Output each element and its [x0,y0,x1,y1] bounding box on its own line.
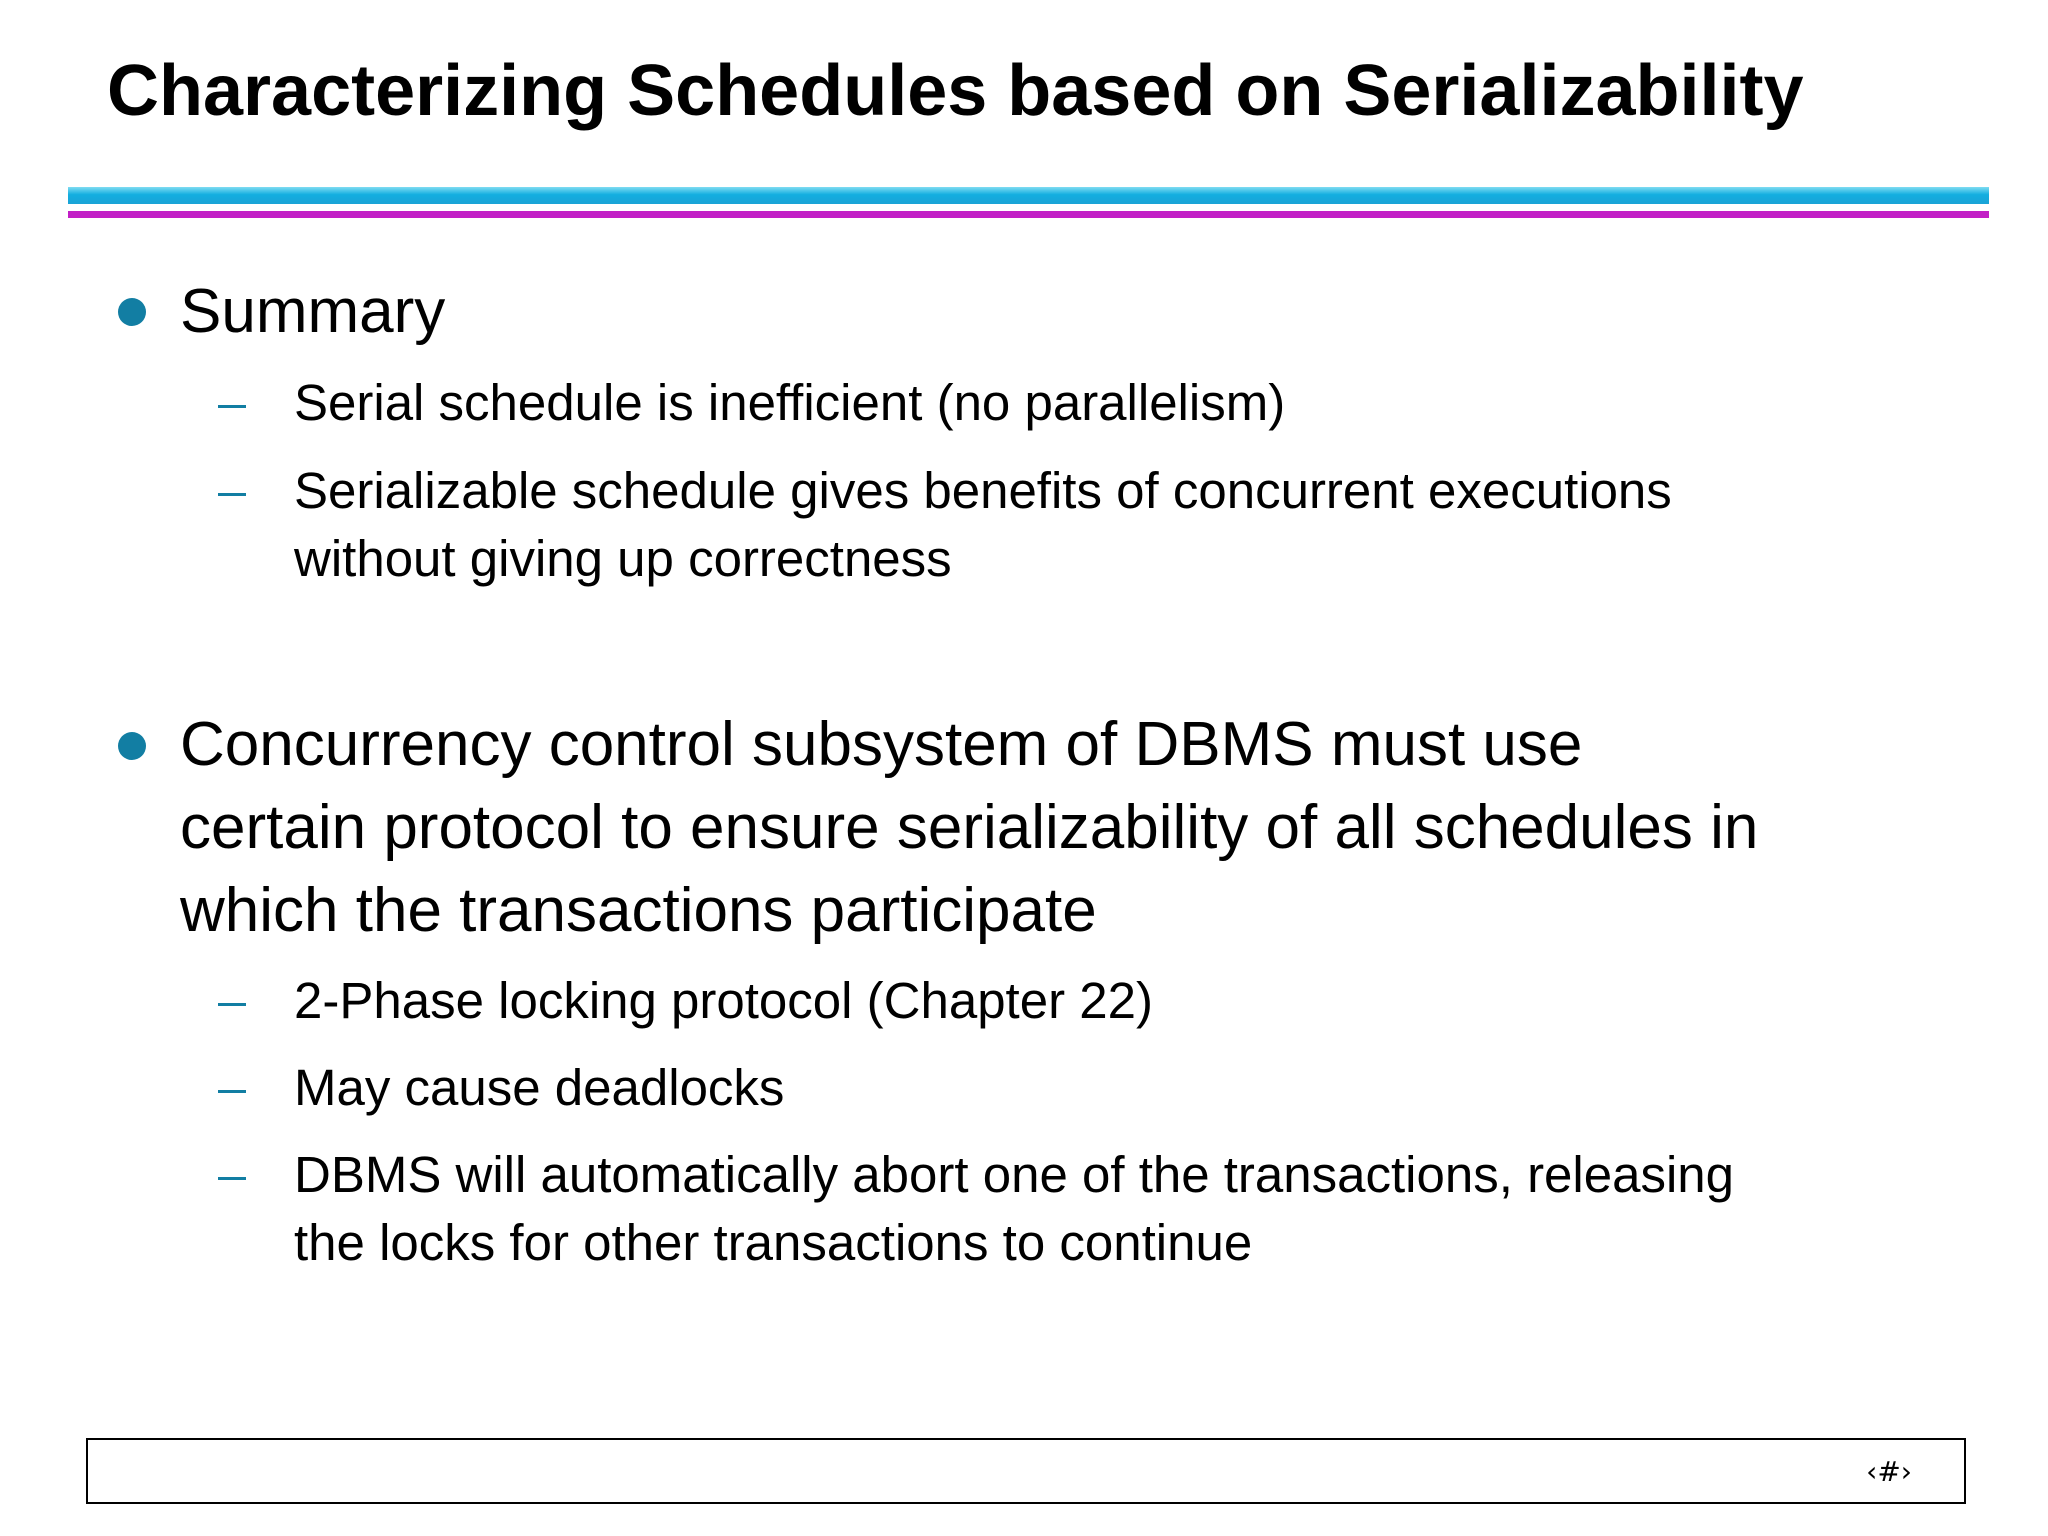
bullet-concurrency-line-2: certain protocol to ensure serializability of all schedules in [180,793,1759,862]
bullet-dot-icon [118,732,146,760]
title-underline-magenta [68,211,1989,218]
title-underline-cyan [68,187,1989,204]
dash-icon [218,1090,246,1093]
bullet-summary: Summary [180,277,446,346]
dash-icon [218,1003,246,1006]
slide-title: Characterizing Schedules based on Serializability [107,51,1804,131]
bullet-dot-icon [118,298,146,326]
sub-bullet-serializable-line-1: Serializable schedule gives benefits of concurrent executions [294,462,1672,519]
sub-bullet-serial-schedule: Serial schedule is inefficient (no parallelism) [294,374,1286,431]
sub-bullet-deadlocks: May cause deadlocks [294,1059,785,1116]
sub-bullet-abort-line-2: the locks for other transactions to continue [294,1214,1253,1271]
footer-box [86,1438,1966,1504]
sub-bullet-abort-line-1: DBMS will automatically abort one of the transactions, releasing [294,1146,1735,1203]
dash-icon [218,1177,246,1180]
dash-icon [218,405,246,408]
page-number: ‹#› [1866,1455,1912,1488]
bullet-concurrency-line-3: which the transactions participate [180,876,1097,945]
bullet-concurrency-line-1: Concurrency control subsystem of DBMS must use [180,710,1583,779]
sub-bullet-serializable-line-2: without giving up correctness [294,530,952,587]
dash-icon [218,493,246,496]
sub-bullet-2pl: 2-Phase locking protocol (Chapter 22) [294,972,1153,1029]
